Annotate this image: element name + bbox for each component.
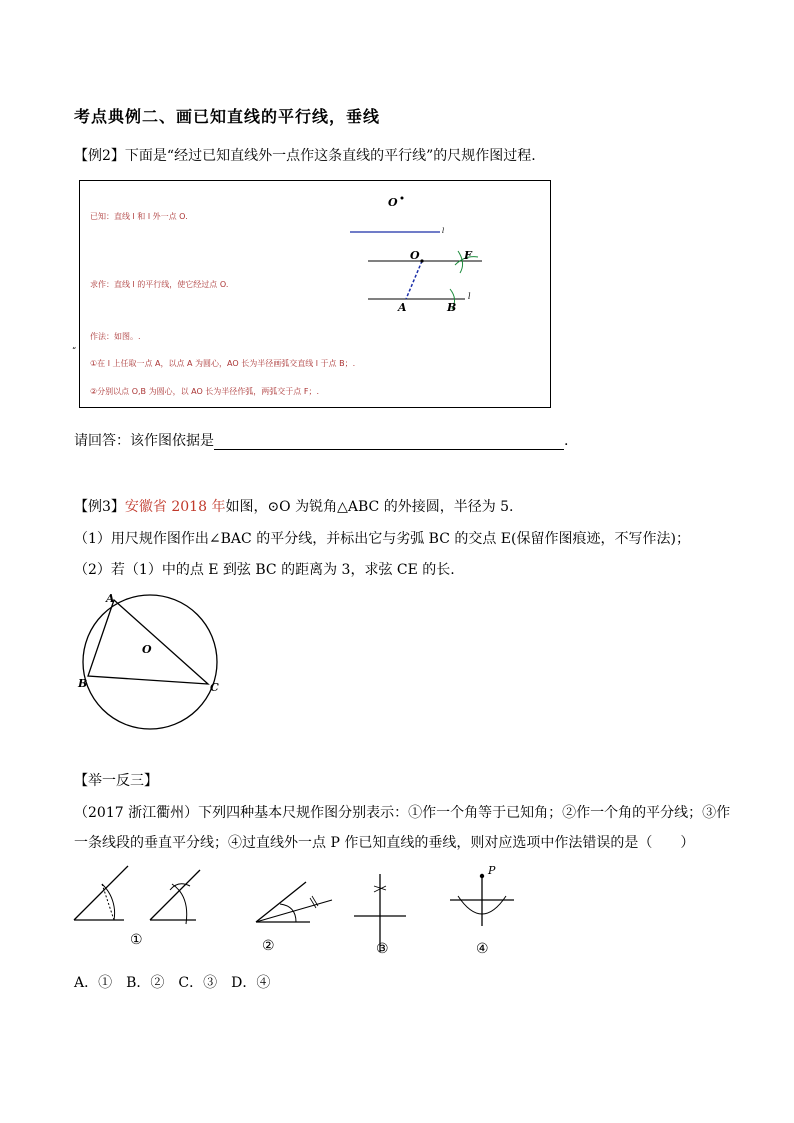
practice-title: 【举一反三】 — [74, 773, 158, 789]
point-o-top — [401, 197, 404, 200]
circumcircle-figure — [76, 588, 226, 738]
label-a: A — [106, 592, 115, 605]
section-title: 考点典例二、画已知直线的平行线，垂线 — [74, 107, 381, 126]
example2-question — [74, 145, 536, 165]
box-method: 作法：如图。. — [90, 332, 141, 341]
answer-prompt: 请回答：该作图依据是 — [74, 433, 214, 449]
label-o: O — [142, 643, 152, 656]
box-step2: ②分别以点 O,B 为圆心，以 AO 长为半径作弧，两弧交于点 F；. — [90, 387, 319, 396]
option-label-2: ② — [262, 938, 275, 954]
box-mark: “ — [72, 346, 77, 355]
figure-2 — [150, 870, 200, 924]
option-label-1: ① — [130, 932, 143, 948]
option-label-4: ④ — [476, 941, 489, 957]
example3-tag: 【例3】 — [74, 499, 125, 515]
label-a: A — [398, 301, 407, 314]
point-o — [420, 259, 423, 262]
parallel-construction-figure — [340, 185, 550, 325]
label-p: P — [488, 864, 496, 877]
label-b: B — [447, 301, 457, 314]
example3-source: 安徽省 2018 年 — [124, 499, 226, 515]
example3-q2: （2）若（1）中的点 E 到弦 BC 的距离为 3，求弦 CE 的长. — [74, 562, 455, 578]
segment-ao — [406, 261, 422, 299]
answer-end: . — [564, 433, 569, 449]
example2-text: 下面是“经过已知直线外一点作这条直线的平行线”的尺规作图过程. — [124, 148, 536, 164]
label-f: F — [464, 249, 472, 262]
practice-line1: （2017 浙江衢州）下列四种基本尺规作图分别表示：①作一个角等于已知角；②作一个角的平分线；③作 — [74, 805, 731, 821]
example2-tag: 【例2】 — [74, 148, 125, 164]
figure-3 — [256, 882, 332, 922]
label-b: B — [78, 677, 88, 690]
label-o-top: O — [388, 196, 398, 209]
label-l-top: l — [442, 227, 445, 235]
example3-q1: （1）用尺规作图作出∠BAC 的平分线，并标出它与劣弧 BC 的交点 E(保留作图痕迹，不写作法)； — [74, 531, 690, 547]
box-ask: 求作：直线 l 的平行线，使它经过点 O. — [90, 280, 229, 289]
label-c: C — [210, 681, 219, 694]
practice-line2: 一条线段的垂直平分线；④过直线外一点 P 作已知直线的垂线，则对应选项中作法错误的是（ ） — [74, 835, 695, 851]
option-label-3: ③ — [376, 941, 389, 957]
figure-5 — [450, 864, 514, 926]
box-step1: ①在 l 上任取一点 A，以点 A 为圆心，AO 长为半径画弧交直线 l 于点 B；. — [90, 359, 356, 368]
example3-text: 如图，⊙O 为锐角△ABC 的外接圆，半径为 5. — [225, 499, 514, 515]
answer-line — [74, 430, 568, 450]
circumcircle — [83, 595, 217, 729]
box-given: 已知：直线 l 和 l 外一点 O. — [90, 212, 188, 221]
label-o: O — [410, 249, 420, 262]
example3-question — [74, 496, 514, 516]
answer-options[interactable]: A．① B．② C．③ D．④ — [74, 975, 271, 991]
triangle-abc — [88, 600, 208, 684]
figure-1 — [74, 866, 128, 920]
label-l: l — [468, 292, 471, 301]
answer-blank[interactable] — [214, 435, 564, 450]
